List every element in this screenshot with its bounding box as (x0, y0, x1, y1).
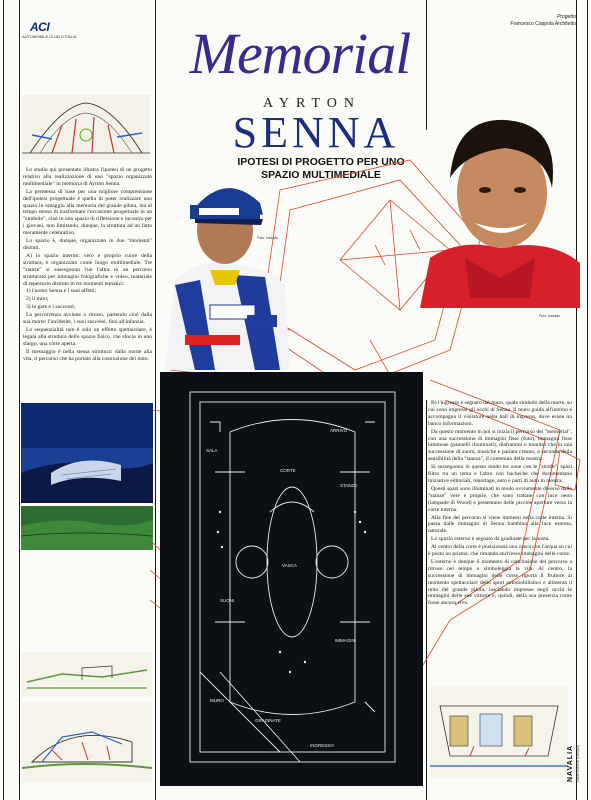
render-night-view (21, 403, 153, 503)
floor-plan-drawing (160, 372, 423, 786)
right-body-text (428, 400, 572, 702)
left-paragraph: 1) l'uomo Senna e i suoi affetti; (26, 288, 97, 295)
footer-brand-sub: GRAFICA EDITORIALE (576, 744, 580, 782)
sketch-bottom-right (430, 686, 568, 778)
plan-label: GRADINATE (255, 718, 281, 723)
memorial-title: Memorial (189, 21, 411, 86)
aci-logo-subtitle: AUTOMOBILE CLUB D'ITALIA (22, 34, 77, 39)
left-paragraph: 2) il mito; (26, 296, 49, 303)
right-paragraph: Da questo momento in poi si inizia il percorso del "memorial", con una successione di immagini fisse (foto), immagini fisse luminose (pannelli illuminati), diaframmi e monitor che in una successione di suoni, musiche e parlato creano, a seconda della sensibilità della "stanza", il contenuto della mostra. (428, 428, 572, 463)
plan-label: ARRIVO (330, 428, 348, 433)
plan-label: SALA (206, 448, 218, 453)
helmet-photo-image (155, 165, 295, 370)
sketch-bottom-left-2 (22, 702, 152, 782)
left-paragraph: La premessa di base per una migliore comprensione dell'ipotesi progettuale è quella di poter realizzare uno spazio in omaggio alla memoria del grande pilota, ma al tempo stesso di trasformare l'occasione progettuale in un "simbolo", cioè in uno spazio di riflessione e incontro per i giovani, non limitando, dunque, la struttura ad un fatto meramente celebrativo. (23, 188, 152, 237)
credit-line-2: Francesco Coppola Architetto (510, 21, 576, 27)
sketch-bottom-left-1 (22, 652, 152, 697)
rule-right-4 (587, 0, 588, 800)
plan-label: SUONI (220, 598, 235, 603)
left-paragraph: Lo studio qui presentato illustra l'ipotesi di un progetto relativo alla realizzazione di uno "spazio organizzato multimediale" in memoria di Ayrton Senna. (23, 167, 152, 187)
architectural-sketch-image (22, 95, 150, 160)
photo-caption-portrait: Foto: Instudio (539, 314, 561, 318)
senna-portrait-photo (420, 98, 580, 308)
green-landscape-image (21, 506, 153, 550)
project-subtitle: IPOTESI DI PROGETTO PER UNO SPAZIO MULTIMEDIALE (237, 156, 405, 181)
interior-sketch-image (430, 686, 568, 778)
plan-label: INGRESSO (310, 743, 334, 748)
ayrton-title: AYRTON (263, 96, 361, 111)
night-render-image (21, 403, 153, 503)
right-paragraph: B) l'ingresso è segnato dal muro, quale simbolo della morte, su cui sono impressi gli occhi di Senna. Il muro guida all'interno e accompagna il visitatore nella hall di ingresso, dove esiste un banco informazioni. (428, 400, 572, 427)
portrait-photo-image (420, 98, 580, 308)
left-paragraph: A) lo spazio interno: vero e proprio cuore della struttura, è organizzato come luogo multimediale. Tre "stanze" si susseguono l'un l'altra in un percorso strutturato per immagini fotografiche e video, materiale di repertorio distinto in tre momenti tematici: (23, 252, 152, 287)
footer-brand-name: NAVALIA (567, 744, 574, 782)
right-paragraph: Si susseguono in questo modo tre zone con le "strade", spazi filtro tra un tema e l'altro con bacheche che documentano iniziative editoriali, reportage, auto e parti di auto in mostra. (428, 464, 572, 484)
right-paragraph: Al centro della corte è posizionata una vasca con l'acqua su cui è posto un prisma, che rimanda anch'esso immagini delle corse. (428, 544, 572, 558)
left-paragraph: Il messaggio è nella stessa struttura: dalla morte alla vita, il percorso che ha portato alla costruzione del mito. (23, 348, 152, 362)
left-paragraph: Lo spazio è, dunque, organizzato in due "momenti" distinti. (23, 238, 152, 251)
rule-left-2 (19, 0, 20, 800)
photo-caption-helmet: Foto: Instudio (257, 236, 279, 240)
left-body-text (23, 167, 152, 397)
render-green-landscape (21, 506, 153, 550)
right-paragraph: Questi spazi sono illuminati in modo ovviamente diverso dalle "stanze" vere e proprie, che sono trattate con luce neon (lampade di Wood) e presentano delle piccole aperture verso la corte interna. (428, 485, 572, 513)
left-paragraph: La percorrenza avviene a ritroso, partendo cioè dalla sua morte: l'incidente, i suoi successi, fino all'infanzia. (23, 312, 152, 326)
plan-label: CORTE (280, 468, 296, 473)
plan-label: MURO (210, 698, 224, 703)
building-sketch-image (22, 702, 152, 782)
right-paragraph: L'esterno è dunque il momento di conclusione del percorso a ritroso nel tempo e simboleggia la vita. Al centro, la successione di immagini delle corse riporta il fruitore al momento spettacolare dello sport automobilistico e alimenta il mito del grande pilota, lasciando impresse negli occhi le immagini delle sue vittorie e, quindi, della sua presenza come fosse ancora vivo. (428, 558, 572, 607)
senna-helmet-photo (155, 165, 295, 370)
blueprint-plan (160, 372, 423, 786)
plan-label: IMMAGINI (335, 638, 356, 643)
left-paragraph: 3) le gare e i successi; (26, 304, 76, 311)
project-credit (476, 14, 576, 28)
rule-left-1 (3, 0, 4, 800)
plan-label: VASCA (282, 563, 297, 568)
plan-label: STANZE (340, 483, 358, 488)
sketch-top-left (22, 95, 150, 160)
footer-brand (565, 720, 589, 780)
left-paragraph: La sequenzialità non è solo un effetto spettacolare, è legata alla struttura dello spazio fisico, che sfocia in uno slargo, una corte aperta. (23, 326, 152, 347)
landscape-sketch-image (22, 652, 152, 697)
senna-title: SENNA (232, 108, 400, 157)
aci-logo: ACI (30, 20, 50, 34)
right-paragraph: Alla fine del percorso si viene immessi nella corte interna. Si passa dalle immagini di Senna bambino alla luce esterna, naturale. (428, 514, 572, 535)
credit-line-1: Progetto (557, 14, 576, 20)
right-paragraph: Lo spazio esterno è segnato da gradinate per la sosta. (431, 536, 550, 543)
